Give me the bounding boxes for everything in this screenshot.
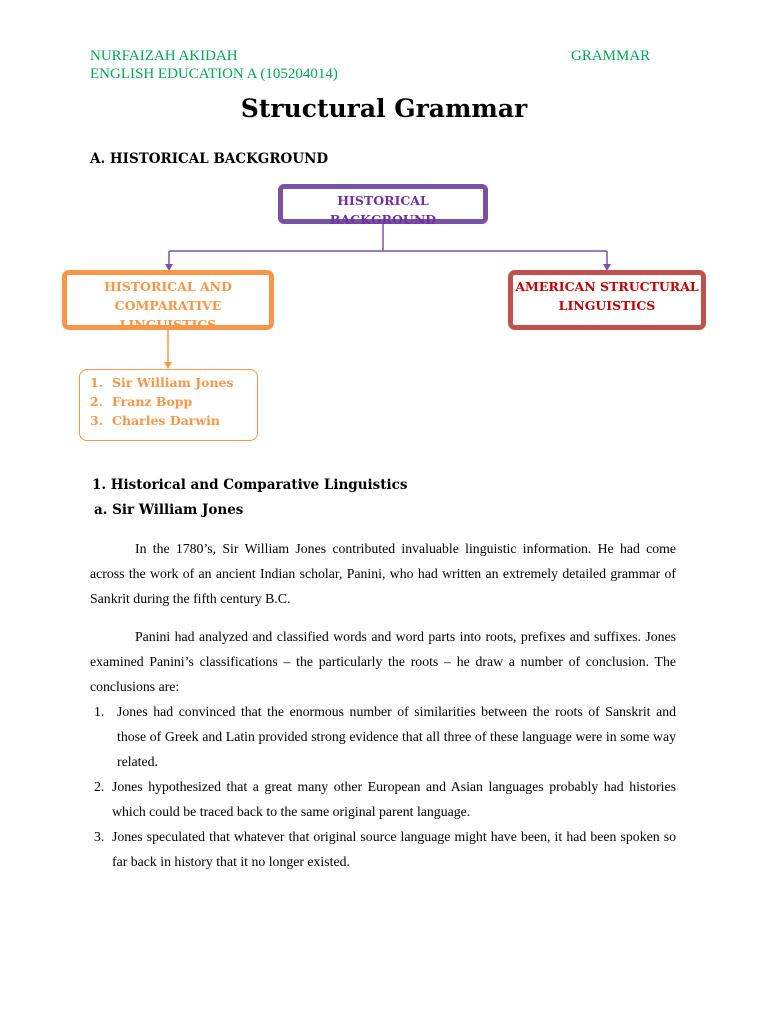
diagram-left-label-line1: HISTORICAL AND — [104, 279, 232, 294]
diagram-left-label-line2: COMPARATIVE LINGUISTICS — [114, 298, 222, 332]
paragraph-2: Panini had analyzed and classified words and word parts into roots, prefixes and suffixes. Jones examined Panini’s classifications – the particularly the roots – he draw a number of conclusion. The conclusions are: — [90, 629, 676, 694]
list-item-number: 2. — [90, 394, 104, 409]
list-item-name: Charles Darwin — [112, 413, 220, 428]
conclusion-text: Jones had convinced that the enormous number of similarities between the roots of Sanskrit and those of Greek and Latin provided strong evidence that all three of these language were in some way related. — [117, 704, 676, 769]
list-arrow-head — [164, 362, 172, 369]
conclusion-text: Jones speculated that whatever that original source language might have been, it had been spoken so far back in history that it no longer existed. — [112, 829, 676, 869]
diagram-root-label: HISTORICAL BACKGROUND — [329, 193, 437, 227]
diagram-right-label-line2: LINGUISTICS — [558, 298, 656, 313]
diagram-right-label-line1: AMERICAN STRUCTURAL — [515, 279, 699, 294]
subsection-heading: 1. Historical and Comparative Linguistics — [92, 477, 408, 493]
diagram-list-box — [79, 369, 258, 441]
paragraph-1: In the 1780’s, Sir William Jones contributed invaluable linguistic information. He had come across the work of an ancient Indian scholar, Panini, who had written an extremely detailed grammar of Sankrit during the fifth century B.C. — [90, 541, 676, 606]
list-item-name: Franz Bopp — [112, 394, 193, 409]
list-item — [90, 411, 257, 430]
section-heading: A. HISTORICAL BACKGROUND — [90, 151, 329, 167]
conclusion-text: Jones hypothesized that a great many other European and Asian languages probably had histories which could be traced back to the same original parent language. — [112, 779, 676, 819]
subsubsection-heading: a. Sir William Jones — [94, 502, 244, 518]
conclusion-number: 1. — [94, 704, 105, 719]
author-name: NURFAIZAH AKIDAH — [90, 48, 238, 64]
conclusion-number: 2. — [94, 779, 105, 794]
list-item — [90, 373, 257, 392]
subject-label: GRAMMAR — [571, 48, 651, 64]
list-item-number: 3. — [90, 413, 104, 428]
diagram-left-box — [62, 270, 274, 330]
page-title: Structural Grammar — [240, 94, 528, 123]
conclusion-number: 3. — [94, 829, 105, 844]
diagram-root-box — [278, 184, 488, 227]
program-label: ENGLISH EDUCATION A (105204014) — [90, 66, 338, 82]
diagram-right-box — [508, 270, 706, 330]
list-item-name: Sir William Jones — [112, 375, 234, 390]
list-item — [90, 392, 257, 411]
list-item-number: 1. — [90, 375, 104, 390]
